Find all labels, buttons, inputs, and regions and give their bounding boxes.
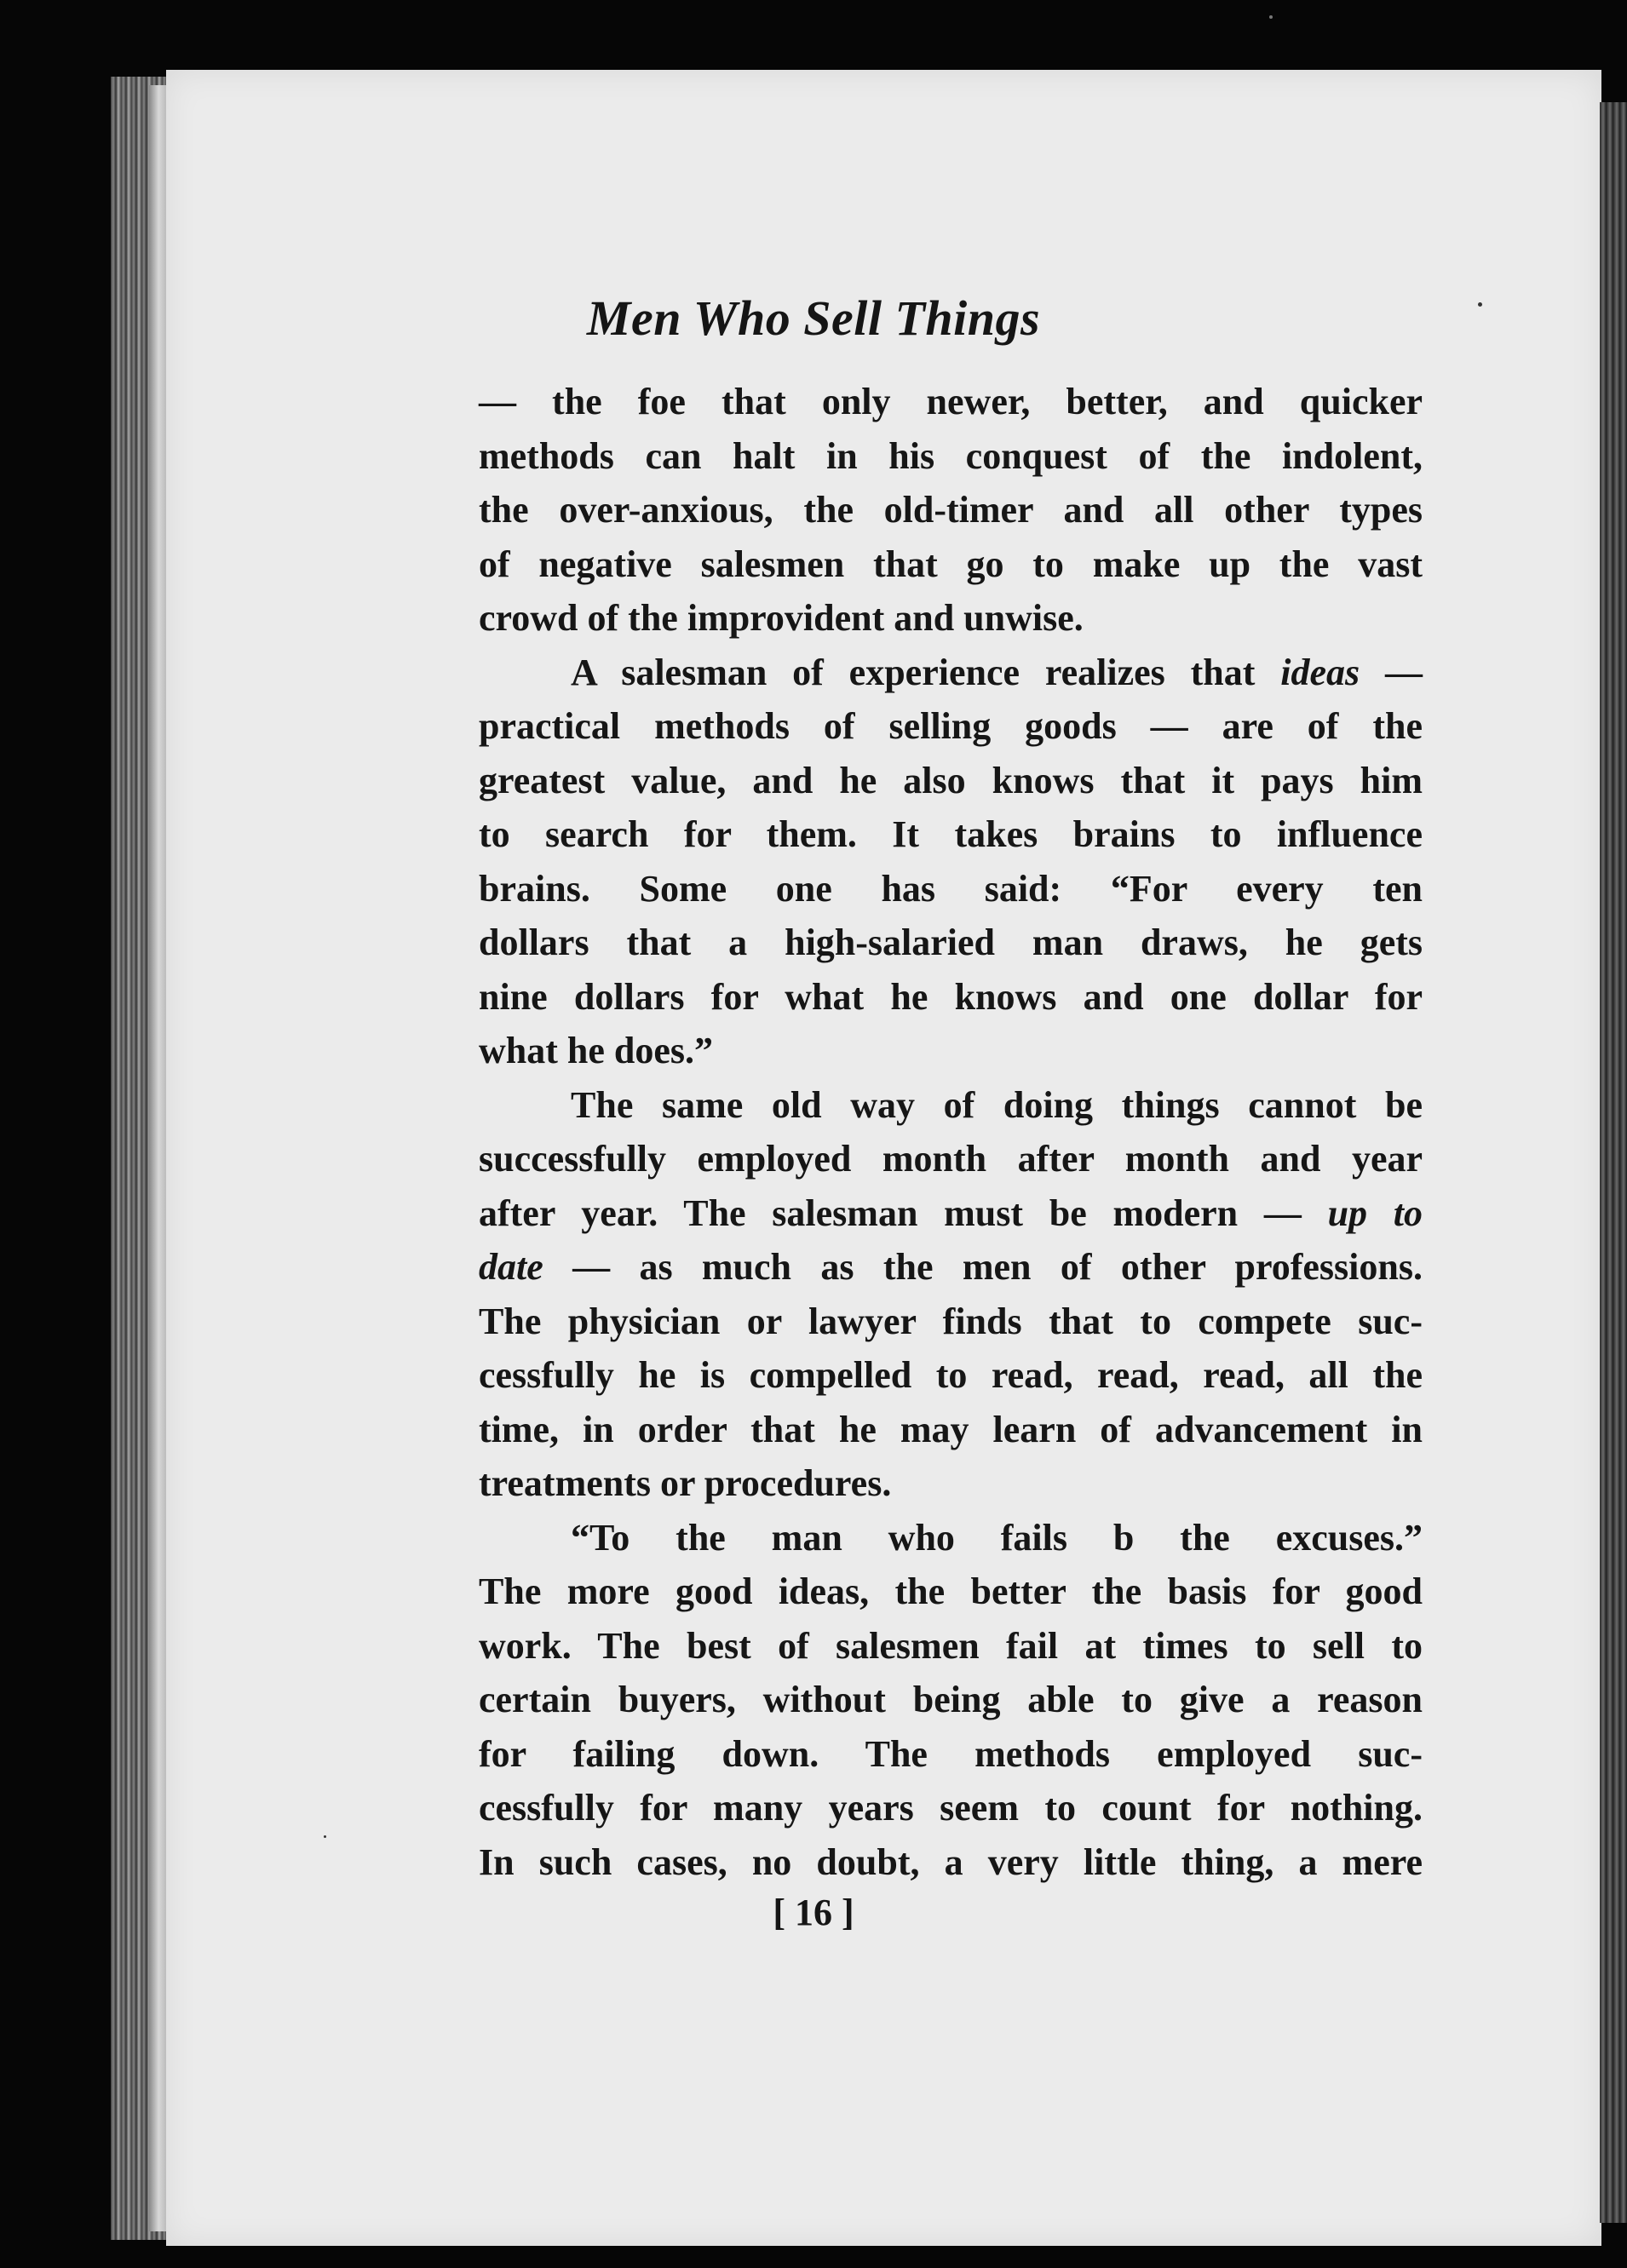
paragraph-3 <box>479 1078 1423 1511</box>
text-line: greatest value, and he also knows that it pays him <box>479 759 1423 801</box>
text-line: In such cases, no doubt, a very little thing, a mere <box>479 1840 1423 1883</box>
text-line: methods can halt in his conquest of the indolent, <box>479 434 1423 477</box>
text-line: practical methods of selling goods — are of the <box>479 705 1423 747</box>
body-text <box>479 375 1423 1889</box>
scan-speck <box>324 1835 326 1838</box>
text-line: after year. The salesman must be modern — up to <box>479 1191 1423 1234</box>
text-line: of negative salesmen that go to make up the vast <box>479 543 1423 585</box>
scan-speck <box>1269 15 1273 19</box>
paragraph-4 <box>479 1511 1423 1890</box>
text-line: dollars that a high-salaried man draws, he gets <box>479 922 1423 963</box>
text-line: “To the man who fails b the excuses.” <box>571 1516 1423 1559</box>
running-head: Men Who Sell Things <box>586 290 1041 346</box>
text-line: brains. Some one has said: “For every ten <box>479 867 1423 910</box>
text-line: certain buyers, without being able to give a reason <box>479 1679 1423 1720</box>
text-line: The physician or lawyer finds that to compete suc- <box>479 1300 1423 1342</box>
text-line: the over-anxious, the old-timer and all other types <box>479 489 1423 531</box>
text-line: treatments or procedures. <box>479 1462 892 1504</box>
text-line: to search for them. It takes brains to influence <box>479 813 1423 855</box>
text-line: A salesman of experience realizes that ideas — <box>571 651 1423 693</box>
text-line: cessfully for many years seem to count for nothing. <box>479 1787 1423 1829</box>
text-line: successfully employed month after month and year <box>479 1138 1423 1180</box>
scan-speck <box>1478 302 1482 307</box>
text-line: for failing down. The methods employed suc- <box>479 1732 1423 1775</box>
paragraph-1 <box>479 375 1423 646</box>
paragraph-2 <box>479 646 1423 1078</box>
text-line: cessfully he is compelled to read, read, read, all the <box>479 1354 1423 1396</box>
text-line: work. The best of salesmen fail at times to sell to <box>479 1624 1423 1667</box>
text-line: time, in order that he may learn of advancement in <box>479 1408 1423 1450</box>
text-line: crowd of the improvident and unwise. <box>479 597 1084 639</box>
text-line: date — as much as the men of other professions. <box>479 1246 1423 1288</box>
text-line: nine dollars for what he knows and one dollar for <box>479 975 1423 1018</box>
page-number: [ 16 ] <box>773 1892 854 1933</box>
text-line: The more good ideas, the better the basis for good <box>479 1570 1423 1612</box>
text-line: The same old way of doing things cannot be <box>571 1083 1423 1126</box>
text-line: what he does.” <box>479 1030 714 1071</box>
text-line: — the foe that only newer, better, and quicker <box>479 381 1423 422</box>
